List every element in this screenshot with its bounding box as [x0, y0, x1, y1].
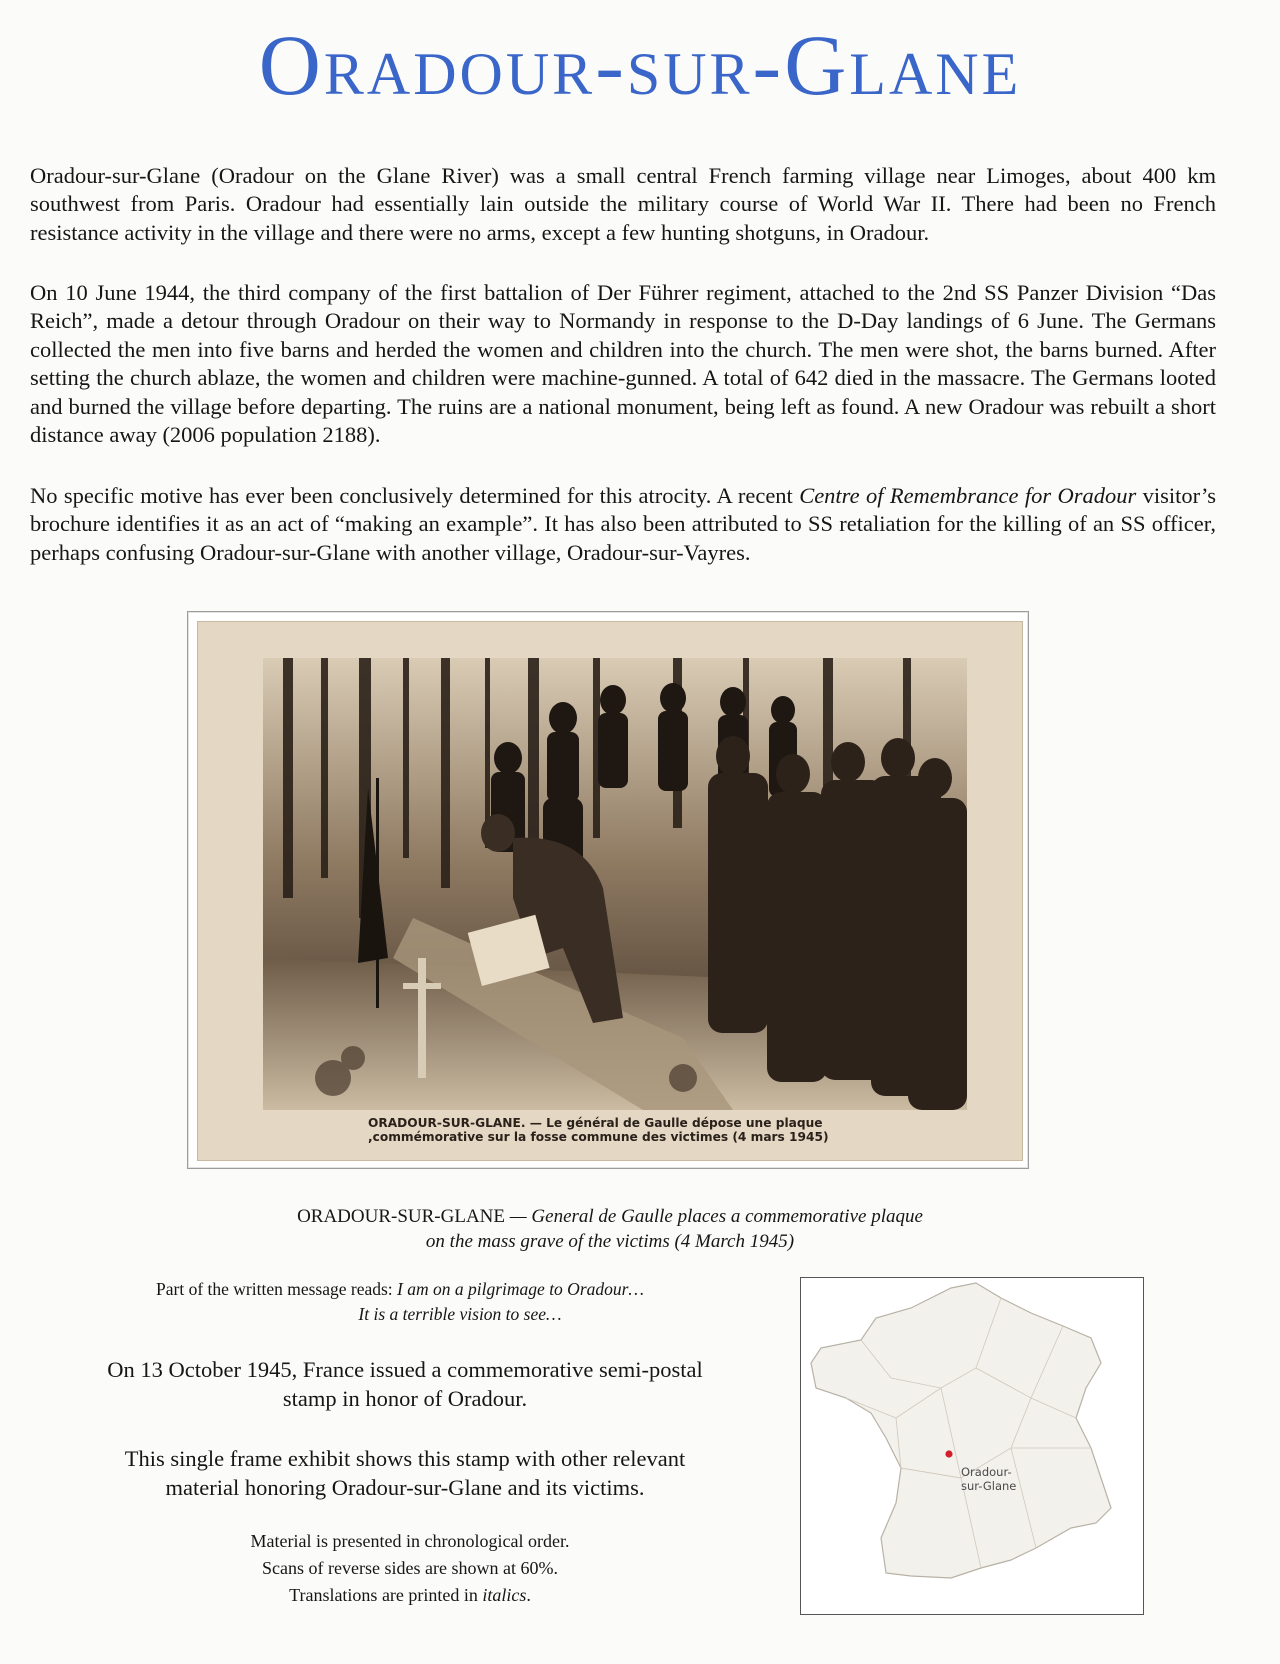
translation-caption [210, 1204, 1010, 1254]
exhibit-notes [150, 1528, 670, 1609]
intro-paragraph: Oradour-sur-Glane (Oradour on the Glane River) was a small central French farming village near Limoges, about 400 km southwest from Paris. Oradour had essentially lain outside the military course of World War II. There had been no French resistance activity in the village and there were no arms, except a few hunting shotguns, in Oradour. [30, 163, 1216, 245]
caption-line-2: on the mass grave of the victims (4 March 1945) [425, 1231, 795, 1252]
page-title: Oradour-sur-Glane [258, 17, 1022, 113]
france-outline [801, 1278, 1143, 1614]
stamp-issue-text: On 13 October 1945, France issued a commemorative semi-postal stamp in honor of Oradour. [107, 1357, 703, 1411]
motive-paragraph [30, 482, 1216, 567]
france-map [800, 1277, 1144, 1615]
motive-text-2: visitor’s brochure identifies it as an act of “making an example”. It has also been attributed to SS retaliation for the killing of an SS officer, perhaps confusing Oradour-sur-Glane with another village, Oradour-sur-Vayres. [30, 483, 1216, 565]
ceremony-photo-illustration [263, 658, 967, 1110]
oradour-marker [945, 1450, 952, 1457]
map-label-line-2: sur-Glane [961, 1479, 1017, 1493]
map-label-line-1: Oradour- [961, 1465, 1012, 1479]
note-chronological: Material is presented in chronological order. [250, 1531, 570, 1551]
postcard-caption-line-2: ,commémorative sur la fosse commune des victimes (4 mars 1945) [368, 1130, 829, 1144]
postcard-photo [263, 658, 967, 1110]
note-translations-text: Translations are printed in [289, 1585, 483, 1605]
message-quote-1: I am on a pilgrimage to Oradour… [397, 1279, 644, 1299]
written-message [80, 1277, 720, 1327]
motive-italic-title: Centre of Remembrance for Oradour [799, 483, 1137, 508]
exhibit-description: This single frame exhibit shows this stamp with other relevant material honoring Oradour-sur-Glane and its victims. [124, 1446, 686, 1500]
message-quote-2: It is a terrible vision to see… [358, 1304, 562, 1324]
map-label [961, 1465, 1016, 1493]
message-lead: Part of the written message reads: [156, 1279, 398, 1299]
caption-place: ORADOUR-SUR-GLANE [297, 1206, 506, 1227]
postcard [197, 621, 1023, 1161]
note-italics-word: italics [482, 1585, 527, 1605]
massacre-paragraph: On 10 June 1944, the third company of the first battalion of Der Führer regiment, attached to the 2nd SS Panzer Division “Das Reich”, made a detour through Oradour on their way to Normandy in response to the D-Day landings of 6 June. The Germans collected the men into five barns and herded the women and children into the church. The men were shot, the barns burned. After setting the church ablaze, the women and children were machine-gunned. A total of 642 died in the massacre. The Germans looted and burned the village before departing. The ruins are a national monument, being left as found. A new Oradour was rebuilt a short distance away (2006 population 2188). [30, 280, 1216, 448]
note-translations [150, 1582, 670, 1609]
postcard-caption-line-1: ORADOUR-SUR-GLANE. — Le général de Gaulle dépose une plaque [368, 1116, 823, 1130]
caption-line-1: — General de Gaulle places a commemorative plaque [505, 1206, 923, 1227]
postcard-caption [368, 1116, 908, 1144]
motive-text-1: No specific motive has ever been conclusively determined for this atrocity. A recent [30, 483, 800, 508]
note-scans: Scans of reverse sides are shown at 60%. [262, 1558, 558, 1578]
note-period: . [526, 1585, 531, 1605]
